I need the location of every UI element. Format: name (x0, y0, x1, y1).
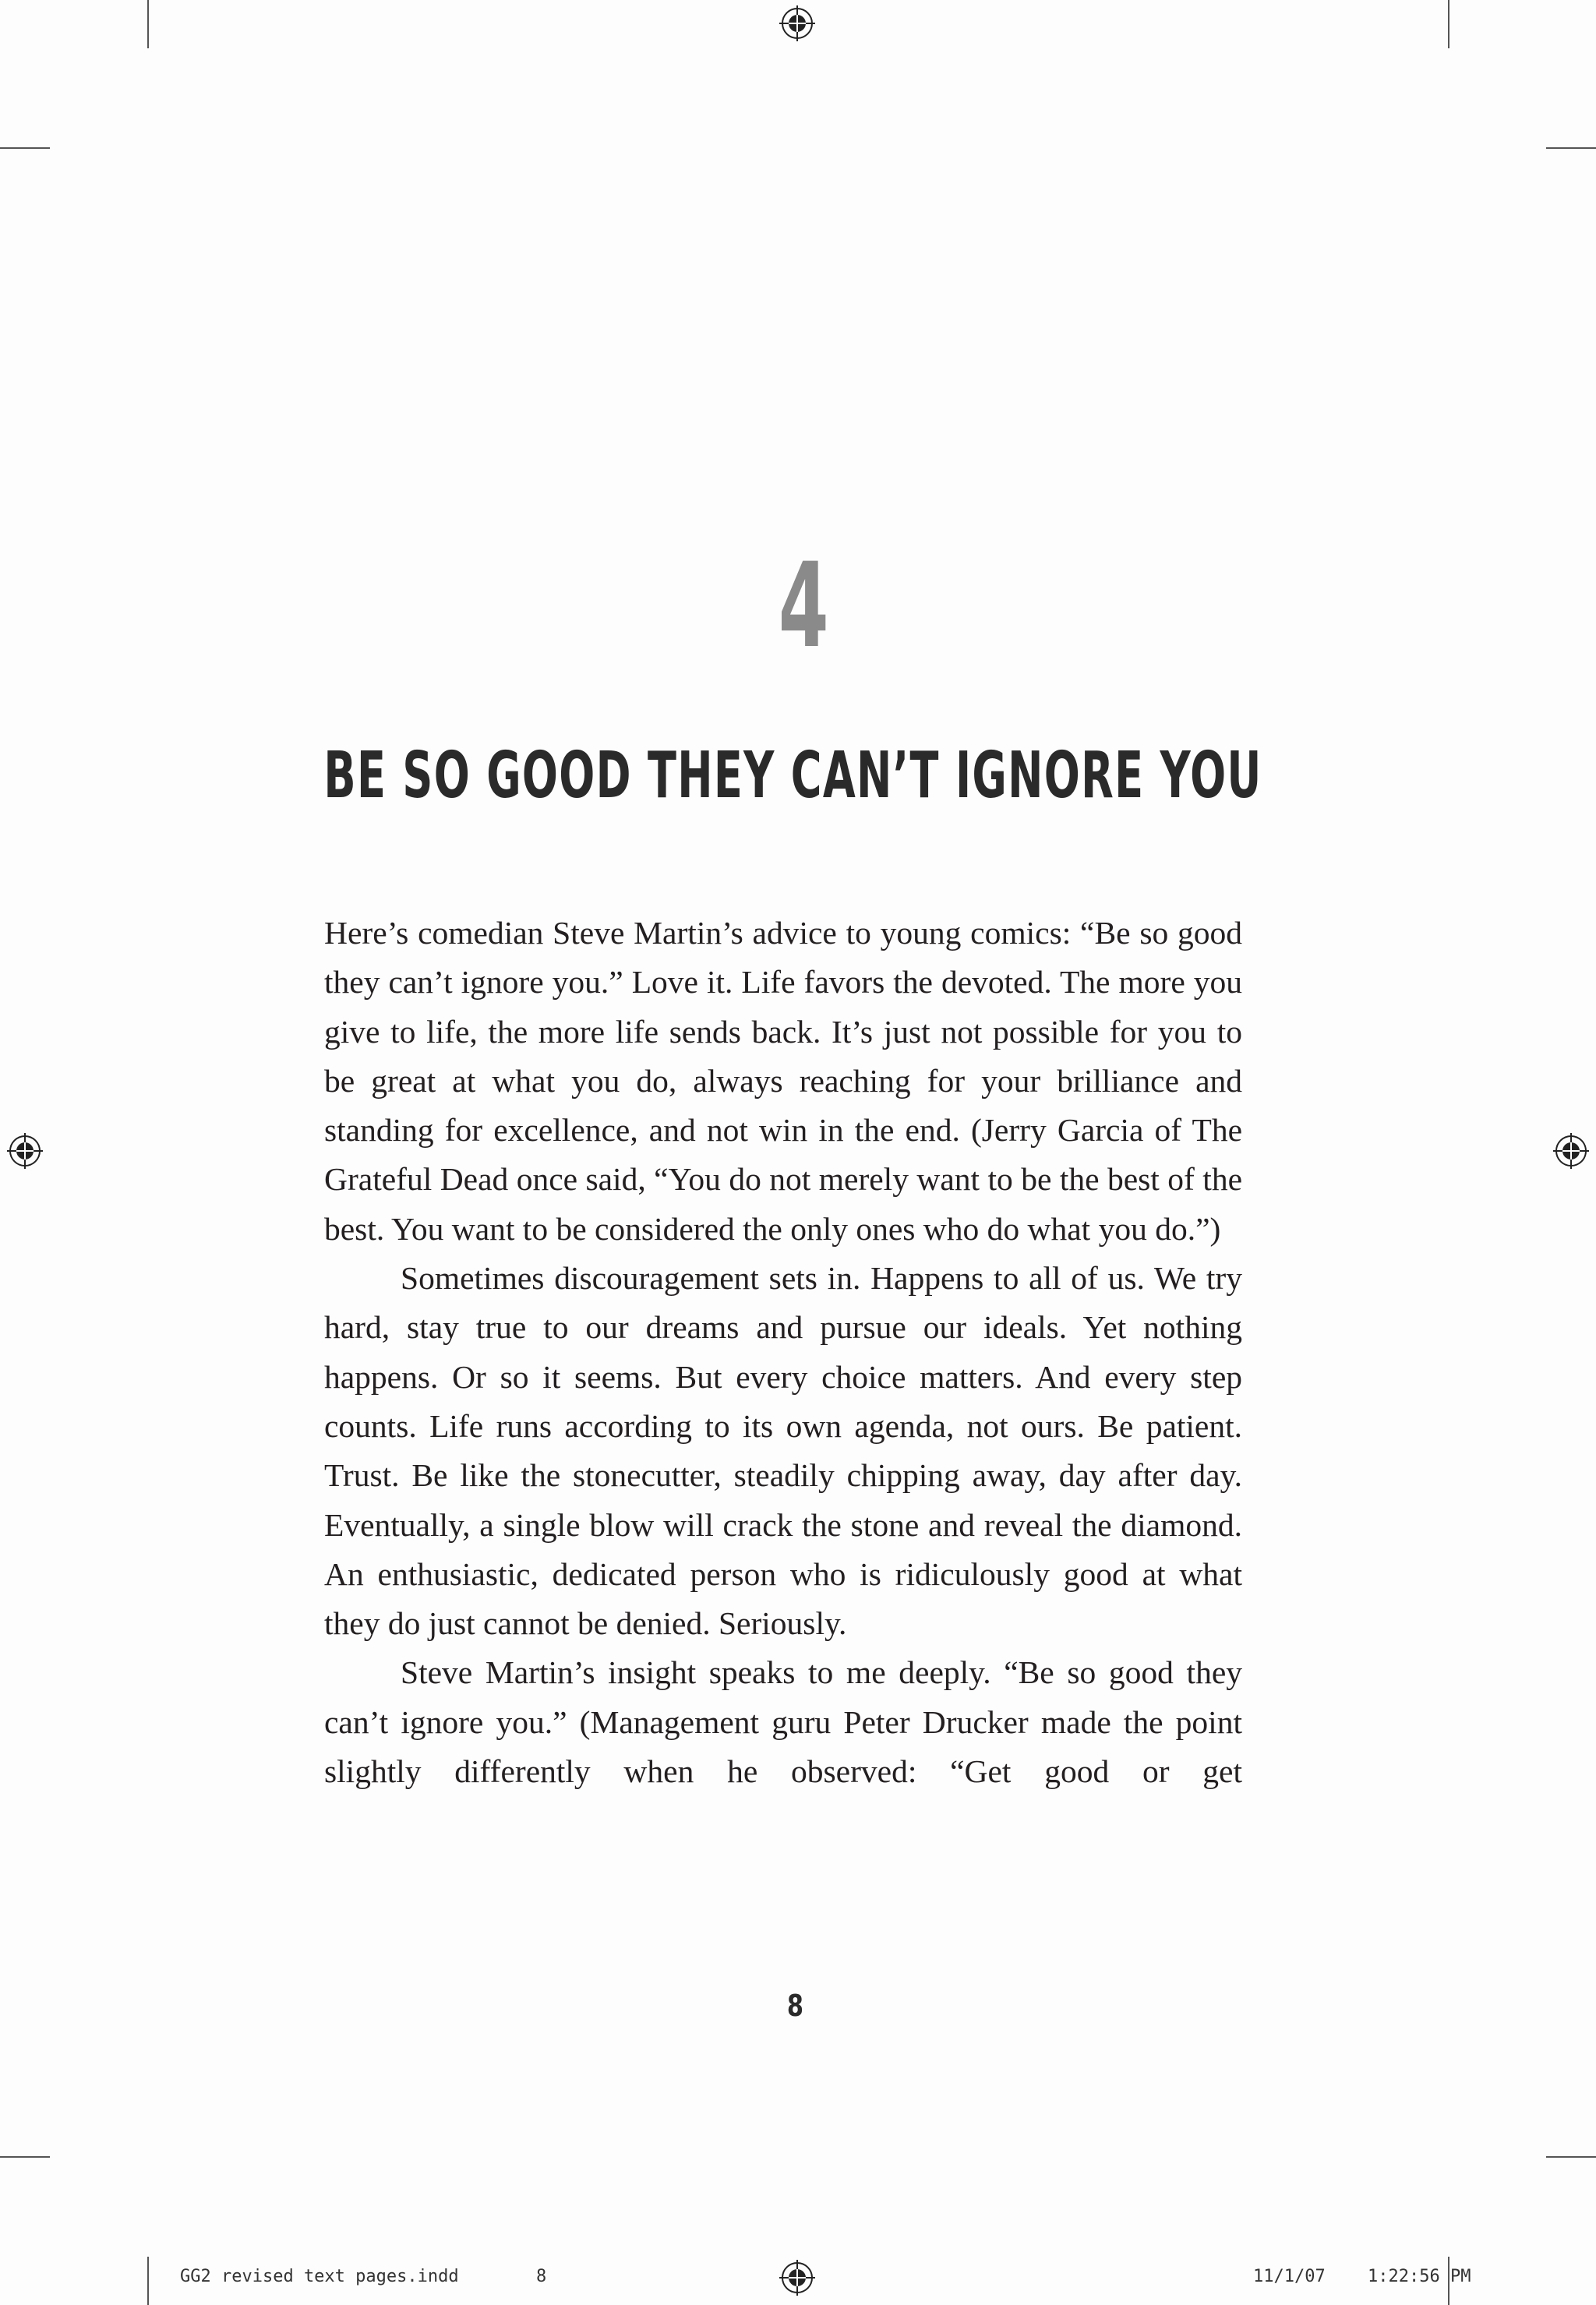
slug-time: 1:22:56 PM (1368, 2267, 1471, 2286)
slug-date: 11/1/07 (1253, 2267, 1326, 2286)
crop-mark-top-left (147, 0, 149, 48)
registration-mark-bottom-icon (779, 2260, 815, 2296)
paragraph: Sometimes discouragement sets in. Happens to all of us. We try hard, stay true to our dreams and pursue our ideals. Yet nothing happens. Or so it seems. But every choice matters. And every step counts. Life runs according to its own agenda, not ours. Be patient. Trust. Be like the stonecutter, steadily chipping away, day after day. Eventually, a single blow will crack the stone and reveal the diamond. An enthusiastic, dedicated person who is ridiculously good at what they do just cannot be denied. Seriously. (324, 1260, 1242, 1642)
slug-page: 8 (536, 2267, 547, 2286)
chapter-number: 4 (778, 538, 829, 674)
crop-mark-top-right (1448, 0, 1449, 48)
crop-mark-right-top (1546, 147, 1596, 149)
registration-mark-top-icon (779, 5, 815, 41)
crop-mark-left-bottom (0, 2156, 50, 2158)
paragraph: Here’s comedian Steve Martin’s advice to young comics: “Be so good they can’t ignore you.” Love it. Life favors the devoted. The more you give to life, the more life sends back. It’s just not possible for you to be great at what you do, always reaching for your brilliance and standing for excellence, and not win in the end. (Jerry Garcia of The Grateful Dead once said, “You do not merely want to be the best of the best. You want to be considered the only ones who do what you do.”) (324, 915, 1242, 1247)
slug-filename: GG2 revised text pages.indd (180, 2267, 459, 2286)
paragraph: Steve Martin’s insight speaks to me deeply. “Be so good they can’t ignore you.” (Management guru Peter Drucker made the point slightly differently when he observed: “Get good or get (324, 1654, 1242, 1790)
chapter-title: BE SO GOOD THEY CAN’T IGNORE YOU (323, 739, 1262, 813)
registration-mark-right-icon (1553, 1133, 1589, 1169)
body-text (324, 909, 1242, 1796)
crop-mark-left-top (0, 147, 50, 149)
page-number: 8 (786, 1989, 803, 2023)
crop-mark-right-bottom (1546, 2156, 1596, 2158)
registration-mark-left-icon (7, 1133, 43, 1169)
crop-mark-bottom-left (147, 2257, 149, 2305)
